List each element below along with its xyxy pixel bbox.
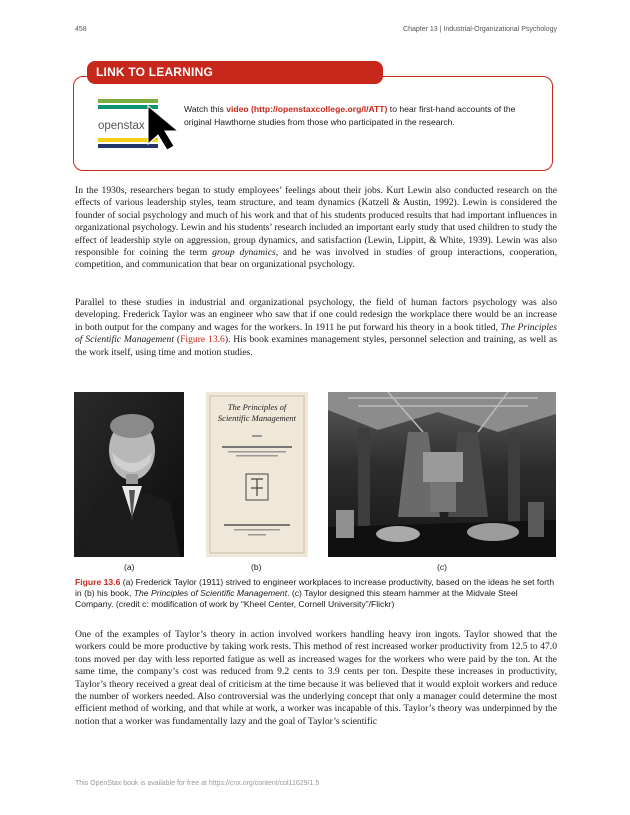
cursor-arrow-icon xyxy=(148,106,178,150)
openstax-logo xyxy=(96,98,184,154)
paragraph-lewin: In the 1930s, researchers began to study employees’ feelings about their jobs. Kurt Lewin also conducted research on the effects of various leadership styles, team structure, and team dynamics (Katzell & Austin, 1992). Lewin is considered the founder of social psychology and much of his work and that of his students produced results that had important influences in organizational psychology. Lewin and his students’ research included an important early study that used children to study the effect of leadership style on aggression, group dynamics, and satisfaction (Lewin, Lippitt, & White, 1939). Lewin was also responsible for coining the term group dynamics, and he was involved in studies of group interactions, cooperation, competition, and communication that bear on organizational psychology. xyxy=(75,185,558,271)
page-footer: This OpenStax book is available for free at https://cnx.org/content/col11629/1.5 xyxy=(75,780,320,787)
figure-label-c: (c) xyxy=(437,562,448,572)
chapter-header: Chapter 13 | Industrial-Organizational Psychology xyxy=(403,26,557,33)
figure-caption: Figure 13.6 (a) Frederick Taylor (1911) strived to engineer workplaces to increase productivity, based on the ideas he set forth in (b) his book, The Principles of Scientific Management. (c) Taylor designed this steam hammer at the Midvale Steel Company. (credit c: modification of work by “Kheel Center, Cornell University”/Flickr) xyxy=(75,577,555,609)
paragraph-taylor-theory: One of the examples of Taylor’s theory in action involved workers handling heavy iron ingots. Taylor showed that the workers could be more productive by taking work rests. This method of rest increased worker productivity from 12.5 to 47.0 tons moved per day with less reported fatigue as well as increased wages for the workers who were paid by the ton. At the same time, the company’s cost was reduced from 9.2 cents to 3.9 cents per ton. Despite these increases in productivity, Taylor’s theory received a great deal of criticism at the time because it was believed that it would exploit workers and reduce the number of workers needed. Also controversial was the underlying concept that only a manager could determine the most efficient method of working, and that while at work, a worker was incapable of this. Taylor’s theory was underpinned by the notion that a worker was fundamentally lazy and the goal of Taylor’s scientific xyxy=(75,629,557,727)
link-to-learning-title: LINK TO LEARNING xyxy=(87,61,383,84)
paragraph-taylor: Parallel to these studies in industrial and organizational psychology, the field of human factors psychology was also developing. Frederick Taylor was an engineer who saw that if one could redesign the workplace there would be an increase in both output for the company and wages for the workers. In 1911 he put forward his theory in a book titled, The Principles of Scientific Management (Figure 13.6). His book examines management styles, personnel selection and training, as well as the work itself, using time and motion studies. xyxy=(75,297,557,358)
link-to-learning-text: Watch this video (http://openstaxcollege.org/l/ATT) to hear first-hand accounts of the original Hawthorne studies from those who participated in the research. xyxy=(184,104,516,127)
figure-13-6-link[interactable]: Figure 13.6 xyxy=(180,334,225,346)
video-url-link[interactable]: (http://openstaxcollege.org/l/ATT) xyxy=(251,104,388,114)
frederick-taylor-portrait xyxy=(74,392,184,557)
figure-caption-label: Figure 13.6 xyxy=(75,577,121,587)
openstax-logo-text: openstax xyxy=(98,120,145,132)
figure-label-b: (b) xyxy=(251,562,262,572)
book-title-line2: Scientific Management xyxy=(217,413,297,423)
principles-book-cover xyxy=(206,392,308,557)
book-title-line1: The Principles of xyxy=(227,402,287,412)
video-link[interactable]: video xyxy=(226,104,249,114)
steam-hammer-photo xyxy=(328,392,556,557)
figure-label-a: (a) xyxy=(124,562,135,572)
page-number: 458 xyxy=(75,26,87,33)
